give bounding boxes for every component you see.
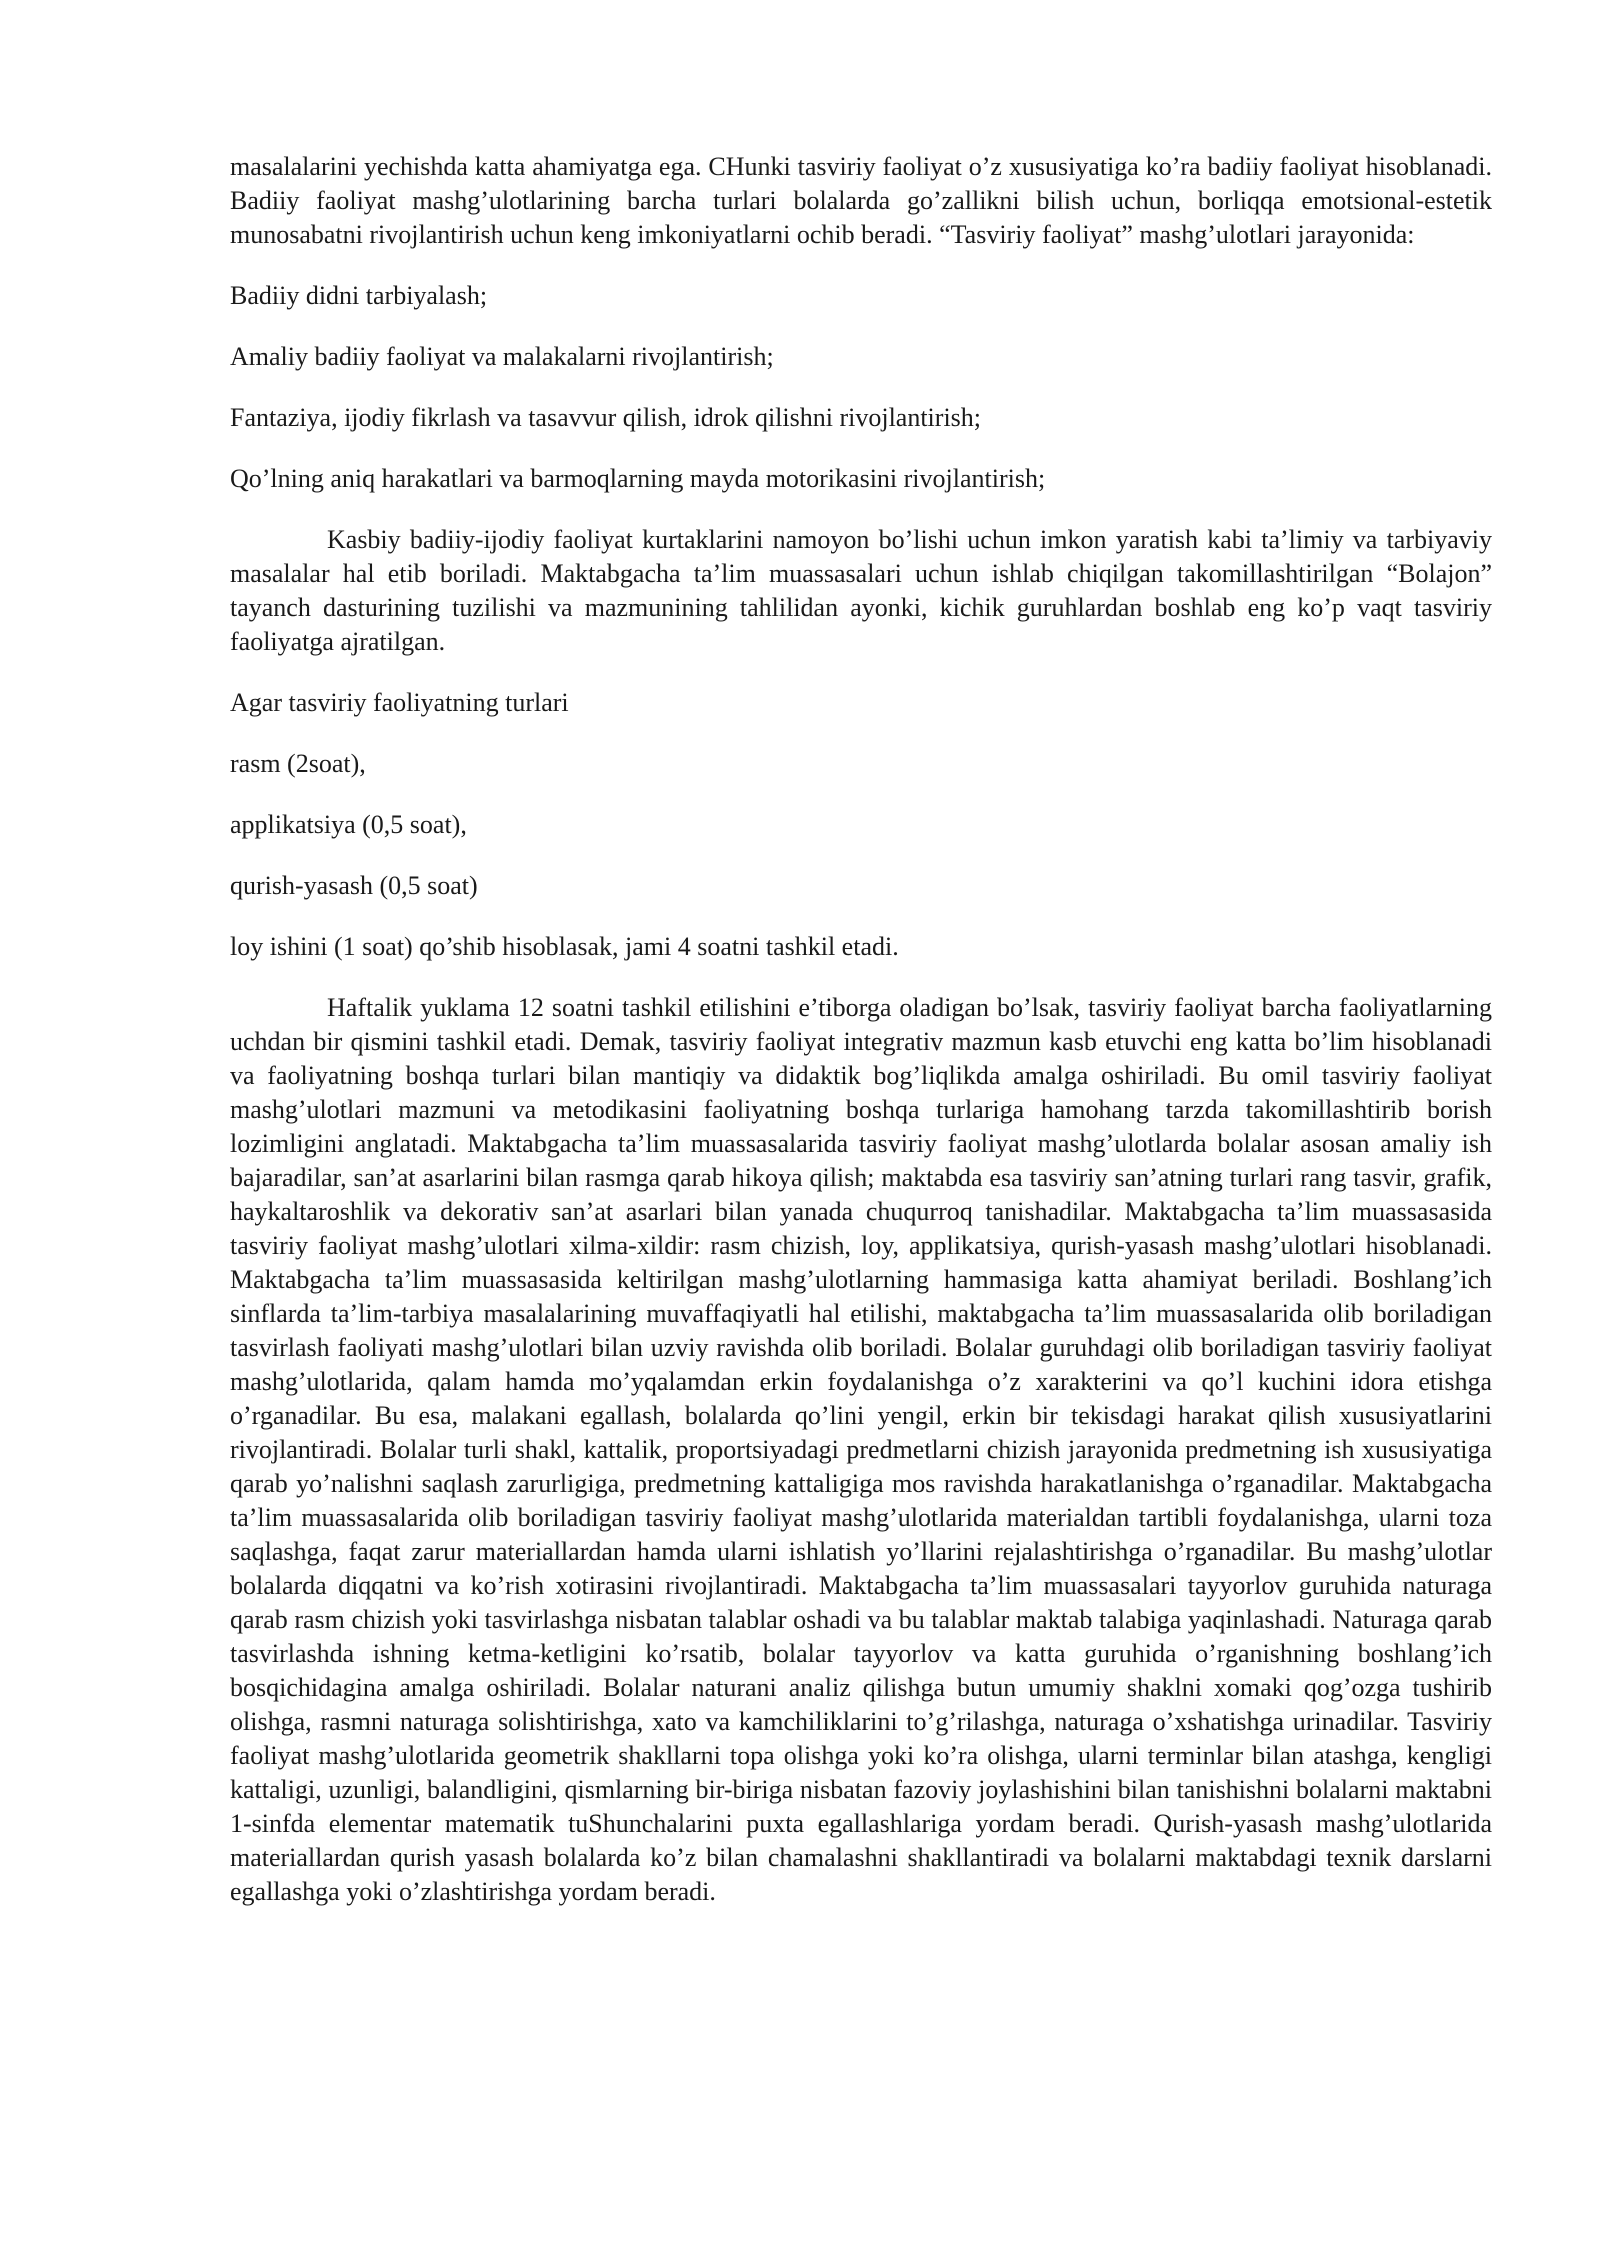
- goal-item: Fantaziya, ijodiy fikrlash va tasavvur qilish, idrok qilishni rivojlantirish;: [230, 403, 982, 432]
- goal-item: Badiiy didni tarbiyalash;: [230, 281, 488, 310]
- type-item: applikatsiya (0,5 soat),: [230, 810, 467, 839]
- types-intro: Agar tasviriy faoliyatning turlari: [230, 688, 569, 717]
- intro-paragraph: masalalarini yechishda katta ahamiyatga ega. CHunki tasviriy faoliyat o’z xususiyatiga ko’ra badiiy faoliyat hisoblanadi. Badiiy faoliyat mashg’ulotlarining barcha turlari bolalarda go’zallikni bilish uchun, borliqqa emotsional-estetik munosabatni rivojlantirish uchun keng imkoniyatlarni ochib beradi. “Tasviriy faoliyat” mashg’ulotlari jarayonida:: [230, 152, 1492, 249]
- type-item: qurish-yasash (0,5 soat): [230, 871, 478, 900]
- type-item: rasm (2soat),: [230, 749, 366, 778]
- goal-item: Amaliy badiiy faoliyat va malakalarni rivojlantirish;: [230, 342, 774, 371]
- kasbiy-paragraph: Kasbiy badiiy-ijodiy faoliyat kurtaklarini namoyon bo’lishi uchun imkon yaratish kabi ta’limiy va tarbiyaviy masalalar hal etib boriladi. Maktabgacha ta’lim muassasalari uchun ishlab chiqilgan takomillashtirilgan “Bolajon” tayanch dasturining tuzilishi va mazmunining tahlilidan ayonki, kichik guruhlardan boshlab eng ko’p vaqt tasviriy faoliyatga ajratilgan.: [230, 525, 1492, 656]
- haftalik-paragraph: Haftalik yuklama 12 soatni tashkil etilishini e’tiborga oladigan bo’lsak, tasviriy faoliyat barcha faoliyatlarning uchdan bir qismini tashkil etadi. Demak, tasviriy faoliyat integrativ mazmun kasb etuvchi eng katta bo’lim hisoblanadi va faoliyatning boshqa turlari bilan mantiqiy va didaktik bog’liqlikda amalga oshiriladi. Bu omil tasviriy faoliyat mashg’ulotlari mazmuni va metodikasini faoliyatning boshqa turlariga hamohang tarzda takomillashtirib borish lozimligini anglatadi. Maktabgacha ta’lim muassasalarida tasviriy faoliyat mashg’ulotlarda bolalar asosan amaliy ish bajaradilar, san’at asarlarini bilan rasmga qarab hikoya qilish; maktabda esa tasviriy san’atning turlari rang tasvir, grafik, haykaltaroshlik va dekorativ san’at asarlari bilan yanada chuqurroq tanishadilar. Maktabgacha ta’lim muassasasida tasviriy faoliyat mashg’ulotlari xilma-xildir: rasm chizish, loy, applikatsiya, qurish-yasash mashg’ulotlari hisoblanadi. Maktabgacha ta’lim muassasasida keltirilgan mashg’ulotlarning hammasiga katta ahamiyat beriladi. Boshlang’ich sinflarda ta’lim-tarbiya masalalarining muvaffaqiyatli hal etilishi, maktabgacha ta’lim muassasalarida olib boriladigan tasvirlash faoliyati mashg’ulotlari bilan uzviy ravishda olib boriladi. Bolalar guruhdagi olib boriladigan tasviriy faoliyat mashg’ulotlarida, qalam hamda mo’yqalamdan erkin foydalanishga o’z xarakterini va qo’l kuchini idora etishga o’rganadilar. Bu esa, malakani egallash, bolalarda qo’lini yengil, erkin bir tekisdagi harakat qilish xususiyatlarini rivojlantiradi. Bolalar turli shakl, kattalik, proportsiyadagi predmetlarni chizish jarayonida predmetning ish xususiyatiga qarab yo’nalishni saqlash zarurligiga, predmetning kattaligiga mos ravishda harakatlanishga o’rganadilar. Maktabgacha ta’lim muassasalarida olib boriladigan tasviriy faoliyat mashg’ulotlarida materialdan tartibli foydalanishga, ularni toza saqlashga, faqat zarur materiallardan hamda ularni ishlatish yo’llarini rejalashtirishga o’rganadilar. Bu mashg’ulotlar bolalarda diqqatni va ko’rish xotirasini rivojlantiradi. Maktabgacha ta’lim muassasalari tayyorlov guruhida naturaga qarab rasm chizish yoki tasvirlashga nisbatan talablar oshadi va bu talablar maktab talabiga yaqinlashadi. Naturaga qarab tasvirlashda ishning ketma-ketligini ko’rsatib, bolalar tayyorlov va katta guruhida o’rganishning boshlang’ich bosqichidagina amalga oshiriladi. Bolalar naturani analiz qilishga butun umumiy shaklni xomaki qog’ozga tushirib olishga, rasmni naturaga solishtirishga, xato va kamchiliklarini to’g’rilashga, naturaga o’xshatishga urinadilar. Tasviriy faoliyat mashg’ulotlarida geometrik shakllarni topa olishga yoki ko’ra olishga, ularni terminlar bilan atashga, kengligi kattaligi, uzunligi, balandligini, qismlarning bir-biriga nisbatan fazoviy joylashishini bilan tanishishni bolalarni maktabni 1-sinfda elementar matematik tuShunchalarini puxta egallashlariga yordam beradi. Qurish-yasash mashg’ulotlarida materiallardan qurish yasash bolalarda ko’z bilan chamalashni shakllantiradi va bolalarni maktabdagi texnik darslarni egallashga yoki o’zlashtirishga yordam beradi.: [230, 993, 1492, 1906]
- document-page: [230, 150, 1492, 1909]
- goal-item: Qo’lning aniq harakatlari va barmoqlarning mayda motorikasini rivojlantirish;: [230, 464, 1046, 493]
- type-item: loy ishini (1 soat) qo’shib hisoblasak, jami 4 soatni tashkil etadi.: [230, 932, 899, 961]
